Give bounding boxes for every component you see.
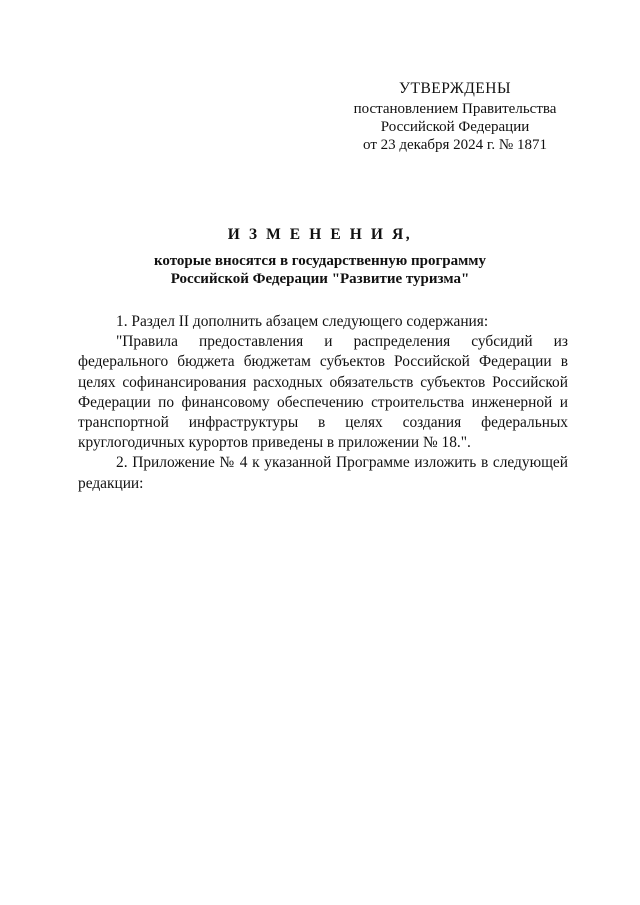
document-subtitle-line-2: Российской Федерации "Развитие туризма": [170, 271, 470, 287]
approval-line-1: постановлением Правительства: [353, 101, 557, 117]
document-title: И З М Е Н Е Н И Я,: [227, 226, 413, 243]
approval-line-3: от 23 декабря 2024 г. № 1871: [363, 137, 547, 153]
paragraph-3: 2. Приложение № 4 к указанной Программе изложить в следующей редакции:: [78, 454, 568, 492]
approval-line-2: Российской Федерации: [380, 119, 530, 135]
paragraph-1: 1. Раздел II дополнить абзацем следующего содержания:: [116, 313, 489, 330]
document-body: [78, 312, 568, 494]
document-heading: [70, 226, 570, 288]
approved-label: УТВЕРЖДЕНЫ: [399, 80, 511, 97]
document-subtitle-line-1: которые вносятся в государственную программу: [153, 253, 487, 269]
paragraph-2: "Правила предоставления и распределения субсидий из федерального бюджета бюджетам субъектов Российской Федерации в целях софинансирования расходных обязательств субъектов Российской Федерации по финансовому обеспечению строительства инженерной и транспортной инфраструктуры в целях создания федеральных круглогодичных курортов приведены в приложении № 18.".: [78, 333, 568, 452]
approval-stamp-block: [340, 80, 570, 154]
